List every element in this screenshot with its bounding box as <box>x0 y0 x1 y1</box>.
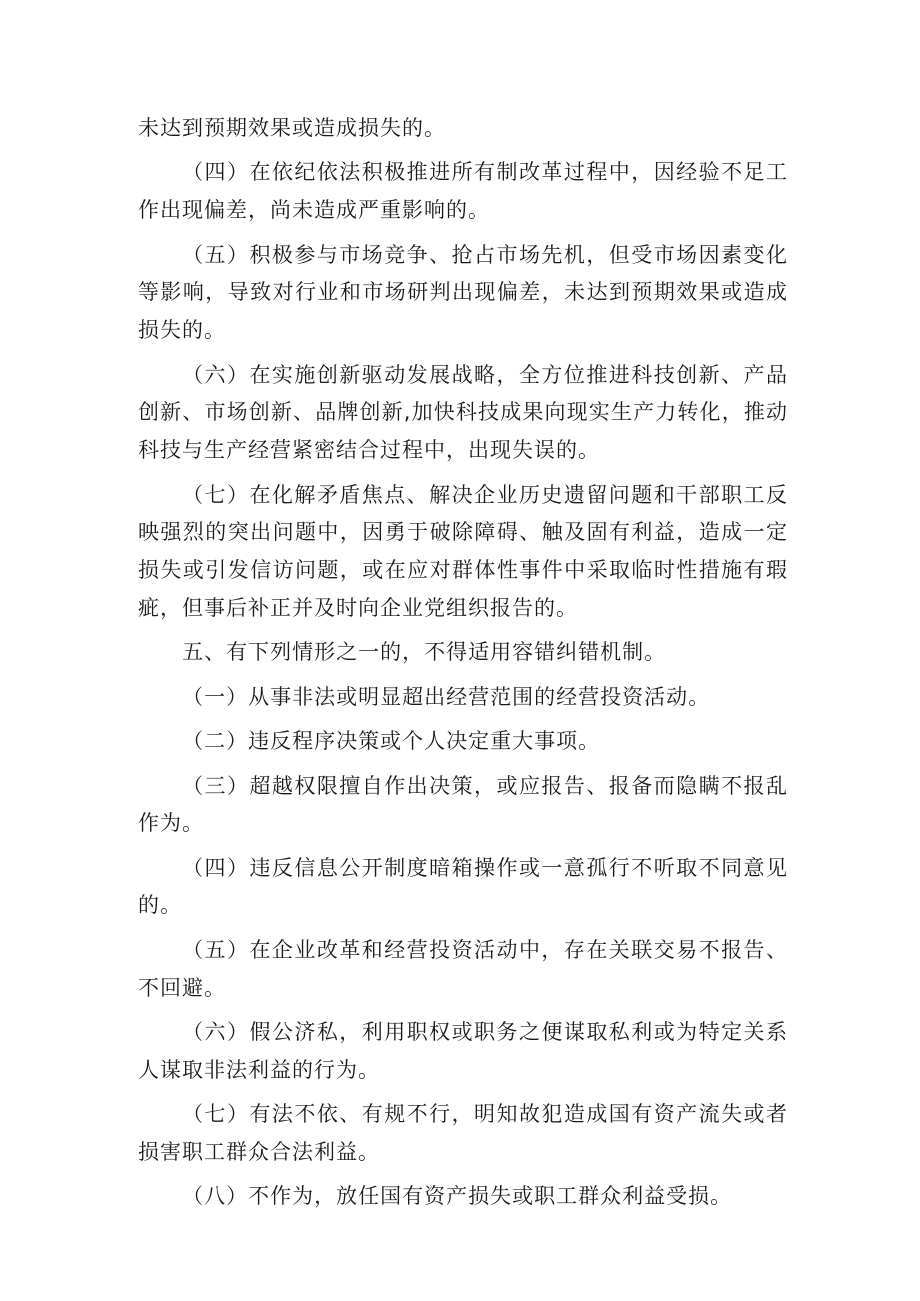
exclusion-item-7: （七）有法不依、有规不行，明知故犯造成国有资产流失或者损害职工群众合法利益。 <box>138 1102 788 1165</box>
exclusion-item-2: （二）违反程序决策或个人决定重大事项。 <box>182 729 601 754</box>
exclusion-item-5: （五）在企业改革和经营投资活动中，存在关联交易不报告、不回避。 <box>138 937 788 1000</box>
paragraph-item-7: （七）在化解矛盾焦点、解决企业历史遗留问题和干部职工反映强烈的突出问题中，因勇于破除障碍、触及固有利益，造成一定损失或引发信访问题，或在应对群体性事件中采取临时性措施有瑕疵，但事后补正并及时向企业党组织报告的。 <box>138 482 788 620</box>
exclusion-item-1: （一）从事非法或明显超出经营范围的经营投资活动。 <box>182 684 711 709</box>
paragraph-item-4: （四）在依纪依法积极推进所有制改革过程中，因经验不足工作出现偏差，尚未造成严重影响的。 <box>138 160 788 223</box>
exclusion-item-6: （六）假公济私，利用职权或职务之便谋取私利或为特定关系人谋取非法利益的行为。 <box>138 1020 788 1082</box>
paragraph-item-6: （六）在实施创新驱动发展战略，全方位推进科技创新、产品创新、市场创新、品牌创新,加快科技成果向现实生产力转化，推动科技与生产经营紧密结合过程中，出现失误的。 <box>138 362 788 463</box>
exclusion-item-3: （三）超越权限擅自作出决策，或应报告、报备而隐瞒不报乱作为。 <box>138 773 788 836</box>
paragraph-item-5: （五）积极参与市场竞争、抢占市场先机，但受市场因素变化等影响，导致对行业和市场研判出现偏差，未达到预期效果或造成损失的。 <box>138 242 788 343</box>
paragraph-continuation: 未达到预期效果或造成损失的。 <box>138 116 446 140</box>
exclusion-item-4: （四）违反信息公开制度暗箱操作或一意孤行不听取不同意见的。 <box>138 855 788 918</box>
exclusion-item-8: （八）不作为，放任国有资产损失或职工群众利益受损。 <box>182 1184 733 1209</box>
document-body <box>138 110 788 1216</box>
section-heading-5: 五、有下列情形之一的，不得适用容错纠错机制。 <box>182 640 667 665</box>
